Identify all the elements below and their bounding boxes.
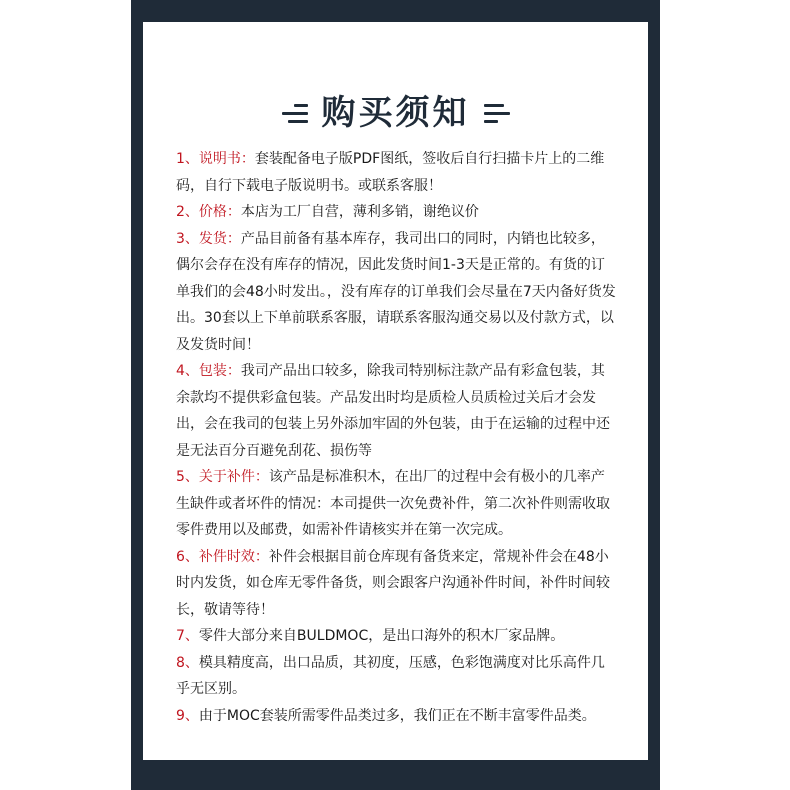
item-number: 3、 bbox=[176, 230, 199, 247]
item-number: 4、 bbox=[176, 363, 199, 379]
title-decoration-left-icon bbox=[282, 104, 308, 123]
list-item bbox=[176, 146, 616, 199]
item-label: 补件时效： bbox=[198, 548, 269, 565]
item-text: 套装配备电子版PDF图纸，签收后自行扫描卡片上的二维码，自行下载电子版说明书。或联系客服！ bbox=[176, 151, 605, 194]
notice-card bbox=[143, 22, 648, 760]
list-item bbox=[176, 650, 616, 703]
item-label: 包装： bbox=[198, 363, 241, 379]
item-number: 6、 bbox=[176, 548, 199, 565]
title-row bbox=[143, 90, 648, 136]
item-text: 产品目前备有基本库存，我司出口的同时，内销也比较多，偶尔会存在没有库存的情况，因此发货时间1-3天是正常的。有货的订单我们的会48小时发出。，没有库存的订单我们会尽量在7天内备好货发出。30套以上下单前联系客服，请联系客服沟通交易以及付款方式，以及发货时间！ bbox=[176, 230, 616, 353]
list-item bbox=[176, 464, 616, 544]
list-item bbox=[176, 199, 616, 226]
list-item bbox=[176, 358, 616, 464]
item-text: 由于MOC套装所需零件品类过多，我们正在不断丰富零件品类。 bbox=[198, 707, 596, 724]
item-text: 该产品是标准积木，在出厂的过程中会有极小的几率产生缺件或者坏件的情况：本司提供一次免费补件，第二次补件则需收取零件费用以及邮费，如需补件请核实并在第一次完成。 bbox=[176, 469, 610, 538]
item-label: 价格： bbox=[198, 204, 241, 220]
item-label: 发货： bbox=[198, 230, 241, 247]
notice-list bbox=[176, 146, 616, 729]
item-number: 5、 bbox=[176, 469, 199, 485]
list-item bbox=[176, 703, 616, 730]
item-text: 补件会根据目前仓库现有备货来定，常规补件会在48小时内发货，如仓库无零件备货，则会跟客户沟通补件时间，补件时间较长，敬请等待！ bbox=[176, 548, 610, 618]
item-text: 模具精度高，出口品质，其初度，压感，色彩饱满度对比乐高件几乎无区别。 bbox=[176, 654, 605, 697]
item-label: 说明书： bbox=[198, 151, 255, 167]
list-item bbox=[176, 226, 616, 359]
item-number: 7、 bbox=[176, 628, 199, 644]
item-number: 9、 bbox=[176, 707, 199, 724]
item-text: 我司产品出口较多，除我司特别标注款产品有彩盒包装，其余款均不提供彩盒包装。产品发出时均是质检人员质检过关后才会发出，会在我司的包装上另外添加牢固的外包装，由于在运输的过程中还是无法百分百避免刮花、损伤等 bbox=[176, 363, 610, 459]
page-title: 购买须知 bbox=[321, 93, 470, 133]
list-item bbox=[176, 544, 616, 624]
item-text: 本店为工厂自营，薄利多销，谢绝议价 bbox=[240, 204, 479, 220]
item-text: 零件大部分来自BULDMOC，是出口海外的积木厂家品牌。 bbox=[198, 628, 565, 644]
item-number: 8、 bbox=[176, 654, 199, 671]
list-item bbox=[176, 623, 616, 650]
item-label: 关于补件： bbox=[198, 469, 269, 485]
title-decoration-right-icon bbox=[484, 104, 510, 123]
item-number: 1、 bbox=[176, 151, 199, 167]
item-number: 2、 bbox=[176, 204, 199, 220]
